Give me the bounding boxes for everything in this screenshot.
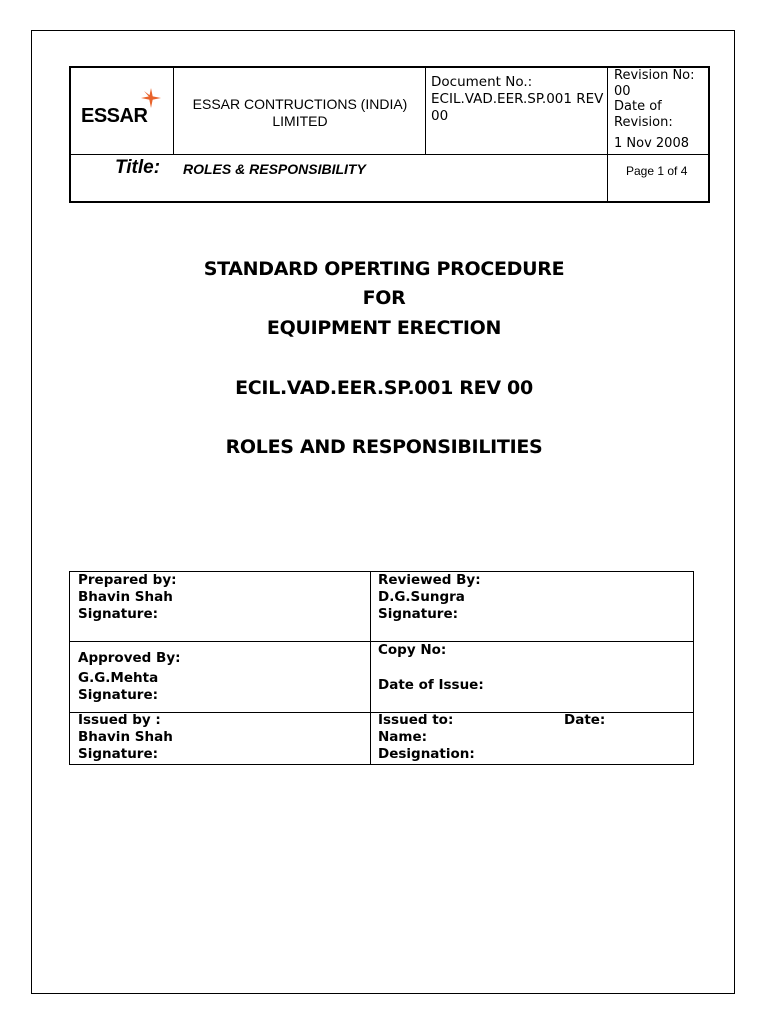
page-number: Page 1 of 4: [626, 164, 688, 178]
logo-text: ESSAR: [81, 105, 148, 127]
prepared-by-signature: Signature:: [78, 606, 159, 622]
approved-by-signature: Signature:: [78, 687, 159, 703]
heading-line-2: FOR: [362, 287, 406, 309]
prepared-by-name: Bhavin Shah: [78, 589, 173, 605]
section-title: ROLES AND RESPONSIBILITIES: [225, 436, 543, 458]
reviewed-by-name: D.G.Sungra: [378, 589, 465, 605]
document-code: ECIL.VAD.EER.SP.001 REV 00: [235, 377, 533, 399]
issued-by-cell: [78, 712, 173, 763]
revision-number-value: 00: [614, 83, 631, 99]
approved-by-name: G.G.Mehta: [78, 670, 159, 686]
document-header: [69, 66, 710, 203]
approved-by-label: Approved By:: [78, 650, 181, 666]
date-of-issue-label: Date of Issue:: [378, 677, 484, 693]
issued-by-label: Issued by :: [78, 712, 161, 728]
prepared-by-cell: [78, 572, 177, 623]
signature-table: [69, 571, 694, 765]
issued-to-cell: [378, 712, 475, 763]
approved-by-cell: [78, 650, 181, 704]
issued-by-name: Bhavin Shah: [78, 729, 173, 745]
date-of-revision-label: Date of Revision:: [614, 99, 673, 130]
title-value: ROLES & RESPONSIBILITY: [183, 161, 366, 177]
date-of-revision-value: 1 Nov 2008: [614, 136, 689, 151]
heading-line-1: STANDARD OPERTING PROCEDURE: [203, 258, 565, 280]
company-name: ESSAR CONTRUCTIONS (INDIA) LIMITED: [192, 96, 408, 129]
document-number-value: ECIL.VAD.EER.SP.001 REV 00: [431, 91, 604, 124]
document-number-label: Document No.:: [431, 74, 533, 90]
issued-to-name-label: Name:: [378, 729, 428, 745]
reviewed-by-cell: [378, 572, 481, 623]
issued-to-label: Issued to:: [378, 712, 454, 728]
reviewed-by-signature: Signature:: [378, 606, 459, 622]
revision-info: [614, 68, 710, 130]
essar-logo: [81, 86, 165, 132]
heading-line-3: EQUIPMENT ERECTION: [266, 317, 502, 339]
title-label: Title:: [115, 157, 161, 178]
prepared-by-label: Prepared by:: [78, 572, 177, 588]
revision-number-label: Revision No:: [614, 68, 695, 83]
copy-no-label: Copy No:: [378, 642, 447, 658]
reviewed-by-label: Reviewed By:: [378, 572, 481, 588]
issued-by-signature: Signature:: [78, 746, 159, 762]
issued-date-label: Date:: [564, 712, 606, 728]
issued-to-designation-label: Designation:: [378, 746, 475, 762]
document-number: [431, 74, 611, 125]
